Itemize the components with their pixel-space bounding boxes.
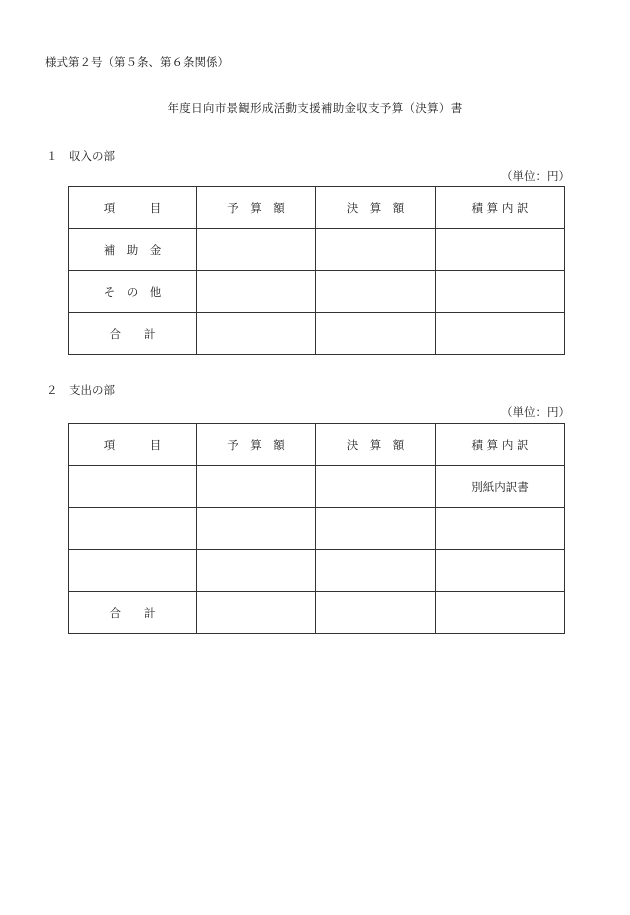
- row-budget-cell[interactable]: [197, 466, 316, 508]
- table-row: [69, 466, 565, 508]
- expense-table: [68, 423, 565, 634]
- income-unit-label: （単位：円）: [501, 169, 570, 183]
- row-item-cell[interactable]: [69, 550, 197, 592]
- form-number: 様式第２号（第５条、第６条関係）: [45, 55, 229, 69]
- row-item-cell[interactable]: [69, 466, 197, 508]
- row-budget-cell[interactable]: [197, 592, 316, 634]
- row-item-cell[interactable]: [69, 508, 197, 550]
- table-row: [69, 508, 565, 550]
- row-detail-cell[interactable]: 別紙内訳書: [436, 466, 565, 508]
- header-settlement: 決 算 額: [316, 424, 436, 466]
- header-detail: 積 算 内 訳: [436, 424, 565, 466]
- row-settlement-cell[interactable]: [316, 592, 436, 634]
- table-row: [69, 271, 565, 313]
- row-item: 合 計: [69, 313, 197, 355]
- table-row: [69, 550, 565, 592]
- row-settlement-cell[interactable]: [316, 313, 436, 355]
- income-table: [68, 186, 565, 355]
- table-total-row: [69, 592, 565, 634]
- row-item: そ の 他: [69, 271, 197, 313]
- income-section-title: １ 収入の部: [46, 149, 115, 163]
- row-settlement-cell[interactable]: [316, 229, 436, 271]
- row-detail-cell[interactable]: [436, 550, 565, 592]
- row-detail-cell[interactable]: [436, 592, 565, 634]
- table-header-row: [69, 424, 565, 466]
- table-total-row: [69, 313, 565, 355]
- row-item: 合 計: [69, 592, 197, 634]
- row-item: 補 助 金: [69, 229, 197, 271]
- row-detail-cell[interactable]: [436, 508, 565, 550]
- row-budget-cell[interactable]: [197, 313, 316, 355]
- header-budget: 予 算 額: [197, 187, 316, 229]
- table-header-row: [69, 187, 565, 229]
- expense-section-title: ２ 支出の部: [46, 383, 115, 397]
- header-item: 項 目: [69, 187, 197, 229]
- row-detail-cell[interactable]: [436, 229, 565, 271]
- header-settlement: 決 算 額: [316, 187, 436, 229]
- row-settlement-cell[interactable]: [316, 466, 436, 508]
- row-budget-cell[interactable]: [197, 508, 316, 550]
- row-detail-cell[interactable]: [436, 313, 565, 355]
- row-budget-cell[interactable]: [197, 550, 316, 592]
- row-settlement-cell[interactable]: [316, 550, 436, 592]
- row-detail-cell[interactable]: [436, 271, 565, 313]
- row-budget-cell[interactable]: [197, 271, 316, 313]
- row-settlement-cell[interactable]: [316, 271, 436, 313]
- row-settlement-cell[interactable]: [316, 508, 436, 550]
- expense-unit-label: （単位：円）: [501, 405, 570, 419]
- header-item: 項 目: [69, 424, 197, 466]
- table-row: [69, 229, 565, 271]
- header-budget: 予 算 額: [197, 424, 316, 466]
- document-title: 年度日向市景観形成活動支援補助金収支予算（決算）書: [167, 101, 463, 115]
- row-budget-cell[interactable]: [197, 229, 316, 271]
- header-detail: 積 算 内 訳: [436, 187, 565, 229]
